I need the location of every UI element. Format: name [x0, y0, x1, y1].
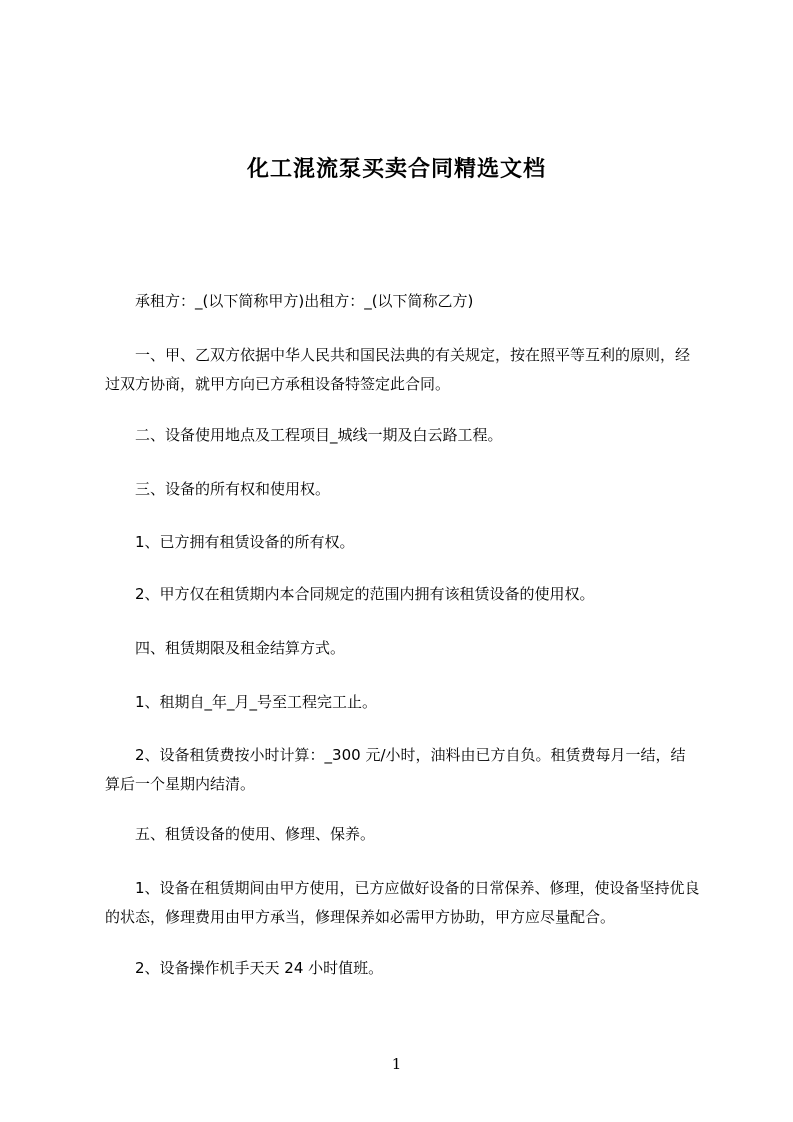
- page-number: 1: [391, 1055, 402, 1073]
- document-title: 化工混流泵买卖合同精选文档: [246, 156, 546, 182]
- paragraph-clause-5-1: 1、设备在租赁期间由甲方使用，已方应做好设备的日常保养、修理，使设备坚持优良的状态，修理费用由甲方承当，修理保养如必需甲方协助，甲方应尽量配合。: [105, 879, 700, 926]
- paragraph-clause-5: 五、租赁设备的使用、修理、保养。: [135, 825, 376, 843]
- paragraph-clause-3-2: 2、甲方仅在租赁期内本合同规定的范围内拥有该租赁设备的使用权。: [135, 585, 595, 603]
- paragraph-clause-3: 三、设备的所有权和使用权。: [135, 480, 331, 498]
- paragraph-clause-5-2: 2、设备操作机手天天 24 小时值班。: [135, 959, 384, 977]
- paragraph-clause-4-2: 2、设备租赁费按小时计算：_300 元/小时，油料由已方自负。租赁费每月一结，结算后一个星期内结清。: [105, 746, 686, 793]
- paragraph-clause-4-1: 1、租期自_年_月_号至工程完工止。: [135, 693, 378, 711]
- paragraph-clause-2: 二、设备使用地点及工程项目_城线一期及白云路工程。: [135, 426, 503, 444]
- paragraph-clause-4: 四、租赁期限及租金结算方式。: [135, 639, 346, 657]
- paragraph-clause-3-1: 1、已方拥有租赁设备的所有权。: [135, 533, 355, 551]
- paragraph-clause-1: 一、甲、乙双方依据中华人民共和国民法典的有关规定，按在照平等互利的原则，经过双方协商，就甲方向已方承租设备特签定此合同。: [105, 346, 691, 393]
- paragraph-parties: 承租方：_(以下简称甲方)出租方：_(以下简称乙方): [135, 292, 474, 310]
